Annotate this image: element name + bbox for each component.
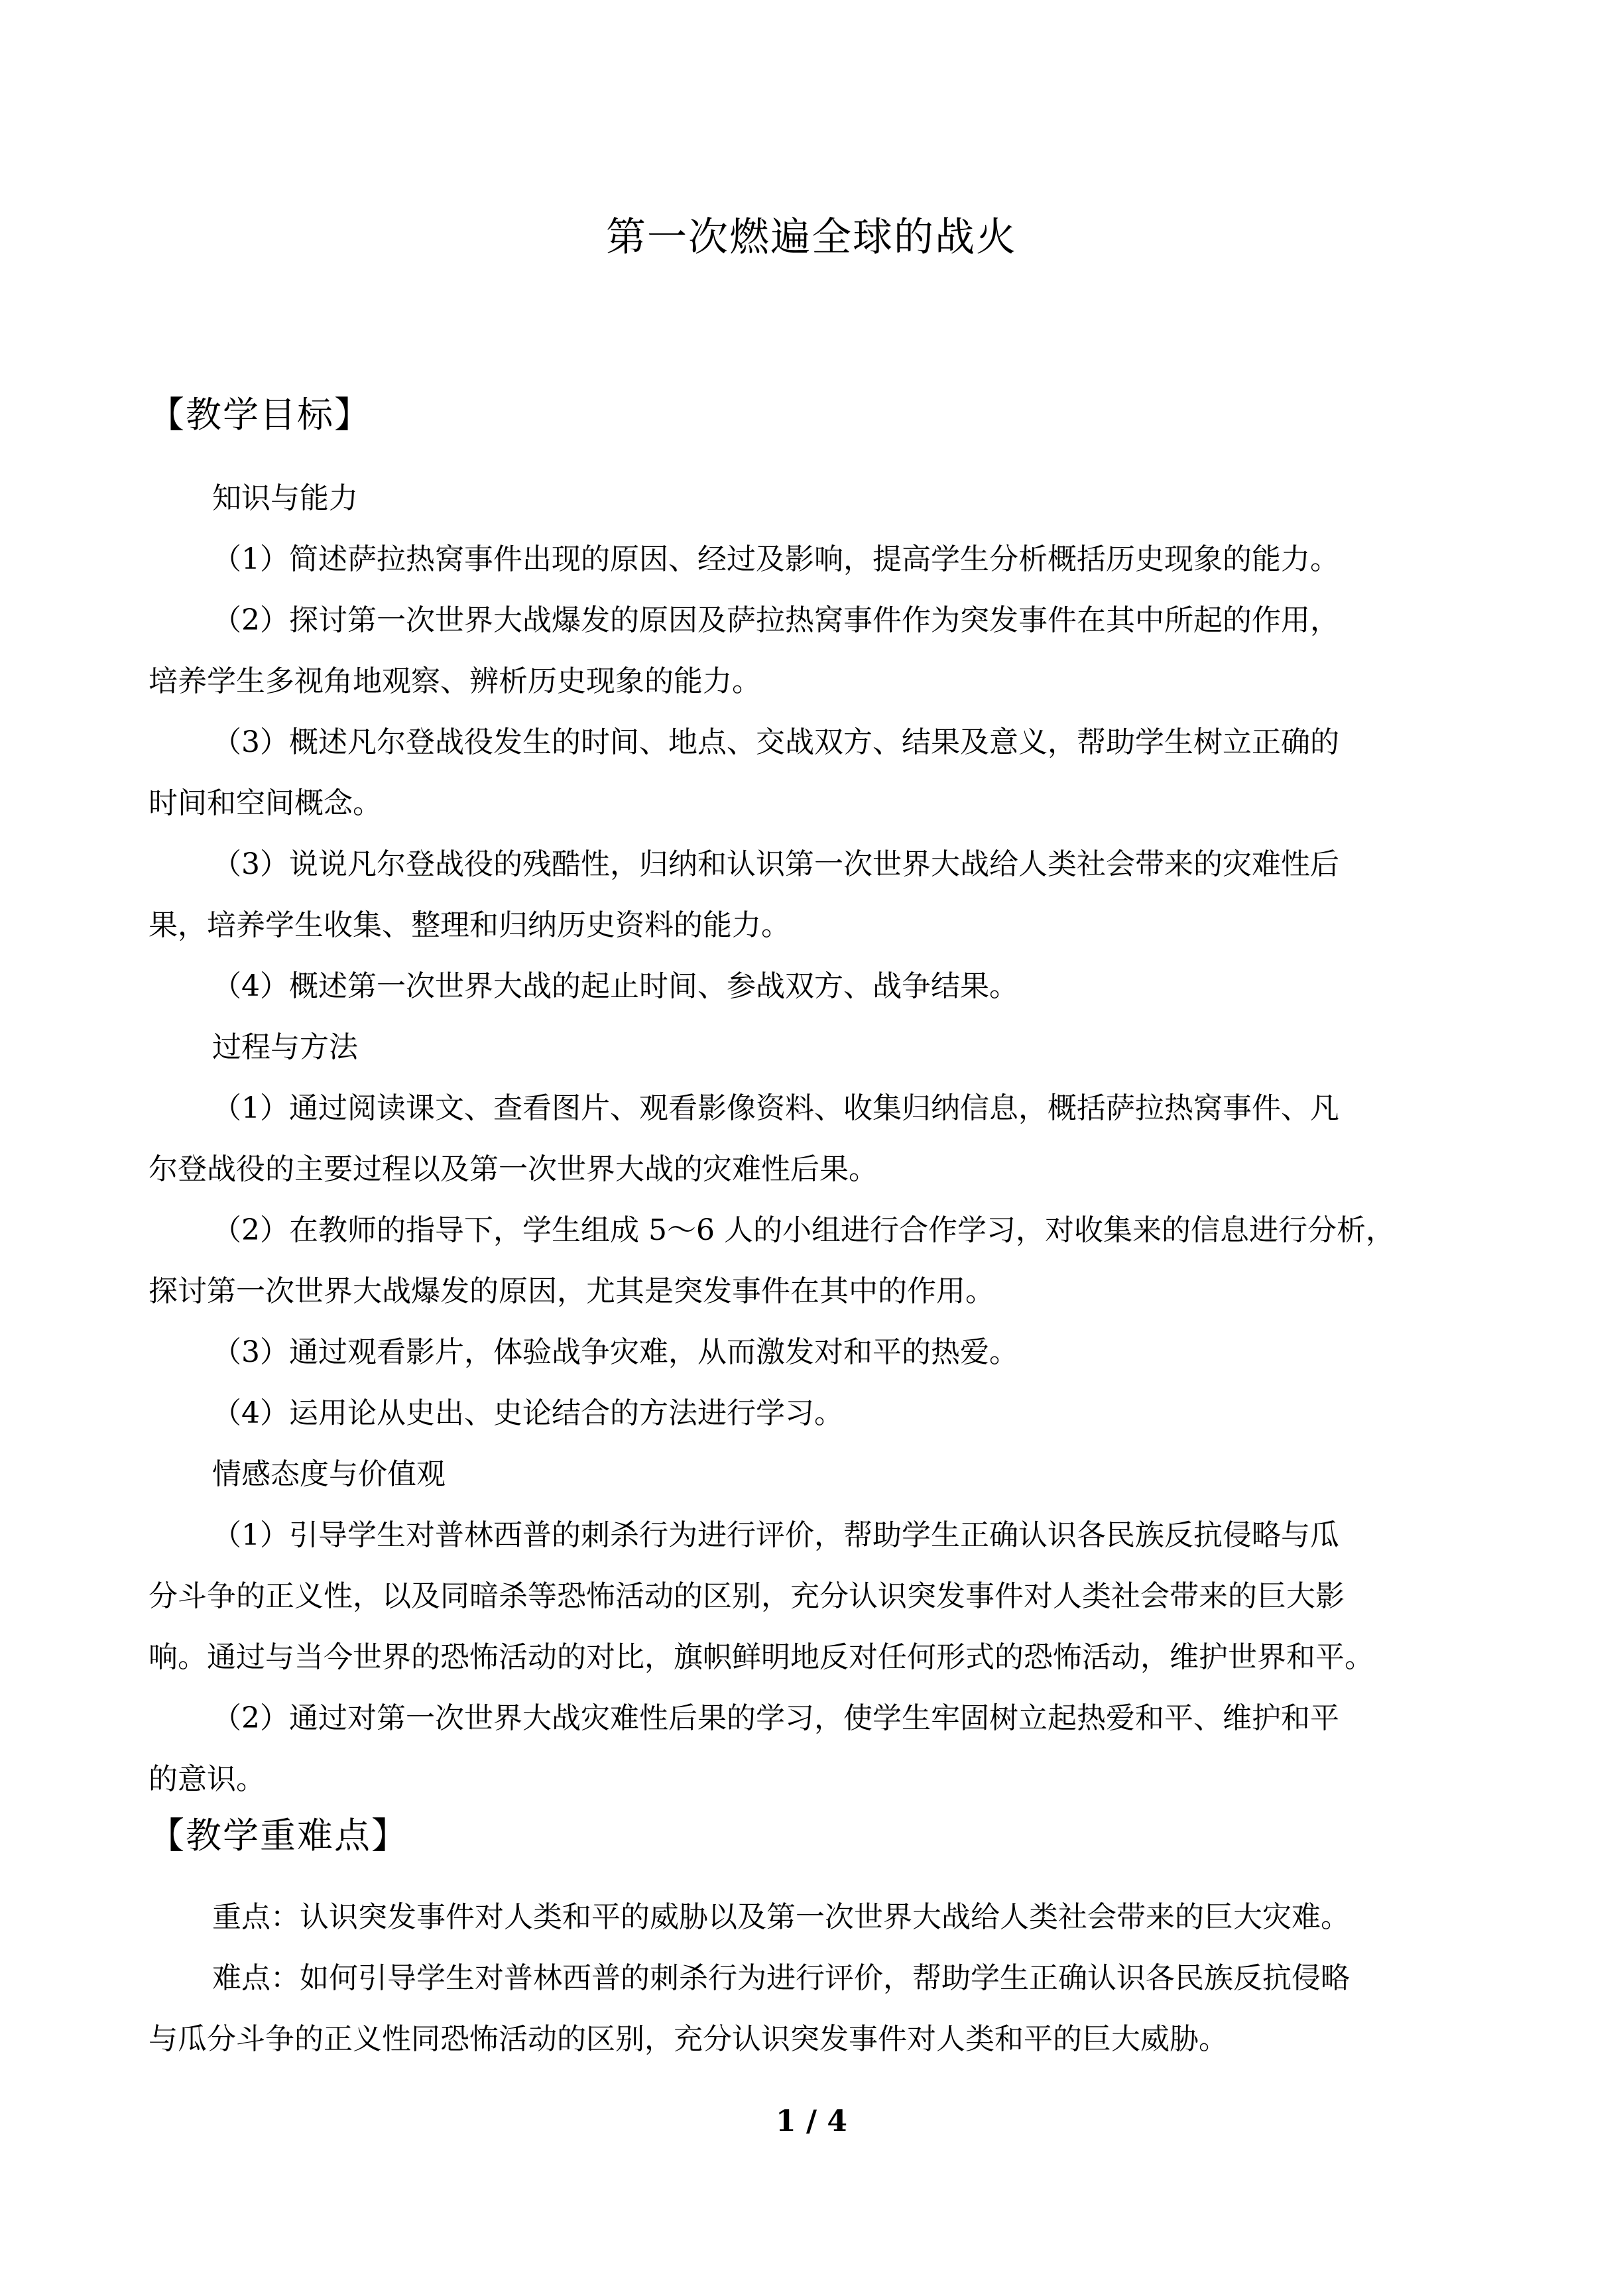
page-number: 1 / 4 xyxy=(776,2104,847,2138)
subheading-knowledge: 知识与能力 xyxy=(212,481,358,515)
subheading-values: 情感态度与价值观 xyxy=(212,1457,446,1491)
paragraph-line: （4）概述第一次世界大战的起止时间、参战双方、战争结果。 xyxy=(212,969,1018,1003)
paragraph-line: 培养学生多视角地观察、辨析历史现象的能力。 xyxy=(149,664,761,698)
paragraph-line: 的意识。 xyxy=(149,1762,265,1796)
paragraph-line: 难点：如何引导学生对普林西普的刺杀行为进行评价，帮助学生正确认识各民族反抗侵略 xyxy=(212,1961,1350,1995)
paragraph-line: 尔登战役的主要过程以及第一次世界大战的灾难性后果。 xyxy=(149,1152,878,1186)
paragraph-line: （1）通过阅读课文、查看图片、观看影像资料、收集归纳信息，概括萨拉热窝事件、凡 xyxy=(212,1091,1339,1125)
section-heading-key-points: 【教学重难点】 xyxy=(149,1815,408,1856)
paragraph-line: 与瓜分斗争的正义性同恐怖活动的区别，充分认识突发事件对人类和平的巨大威胁。 xyxy=(149,2022,1228,2056)
paragraph-line: 探讨第一次世界大战爆发的原因，尤其是突发事件在其中的作用。 xyxy=(149,1274,994,1308)
paragraph-line: （2）通过对第一次世界大战灾难性后果的学习，使学生牢固树立起热爱和平、维护和平 xyxy=(212,1701,1339,1735)
subheading-process: 过程与方法 xyxy=(212,1030,358,1064)
paragraph-line: （1）简述萨拉热窝事件出现的原因、经过及影响，提高学生分析概括历史现象的能力。 xyxy=(212,542,1339,576)
paragraph-line: 分斗争的正义性，以及同暗杀等恐怖活动的区别，充分认识突发事件对人类社会带来的巨大影 xyxy=(149,1579,1345,1613)
paragraph-line: （4）运用论从史出、史论结合的方法进行学习。 xyxy=(212,1396,843,1430)
paragraph-line: （2）探讨第一次世界大战爆发的原因及萨拉热窝事件作为突发事件在其中所起的作用， xyxy=(212,603,1339,637)
paragraph-line: 果，培养学生收集、整理和归纳历史资料的能力。 xyxy=(149,908,790,942)
paragraph-line: （1）引导学生对普林西普的刺杀行为进行评价，帮助学生正确认识各民族反抗侵略与瓜 xyxy=(212,1518,1339,1552)
paragraph-line: 响。通过与当今世界的恐怖活动的对比，旗帜鲜明地反对任何形式的恐怖活动，维护世界和平。 xyxy=(149,1640,1374,1674)
section-heading-objectives: 【教学目标】 xyxy=(149,394,371,436)
paragraph-line: （3）通过观看影片，体验战争灾难，从而激发对和平的热爱。 xyxy=(212,1335,1018,1369)
paragraph-line: （3）概述凡尔登战役发生的时间、地点、交战双方、结果及意义，帮助学生树立正确的 xyxy=(212,725,1339,759)
paragraph-line: 重点：认识突发事件对人类和平的威胁以及第一次世界大战给人类社会带来的巨大灾难。 xyxy=(212,1900,1350,1934)
paragraph-line: （3）说说凡尔登战役的残酷性，归纳和认识第一次世界大战给人类社会带来的灾难性后 xyxy=(212,847,1339,881)
paragraph-line: （2）在教师的指导下，学生组成 5～6 人的小组进行合作学习，对收集来的信息进行分析， xyxy=(212,1213,1395,1247)
document-title: 第一次燃遍全球的战火 xyxy=(606,214,1017,261)
paragraph-line: 时间和空间概念。 xyxy=(149,786,382,820)
